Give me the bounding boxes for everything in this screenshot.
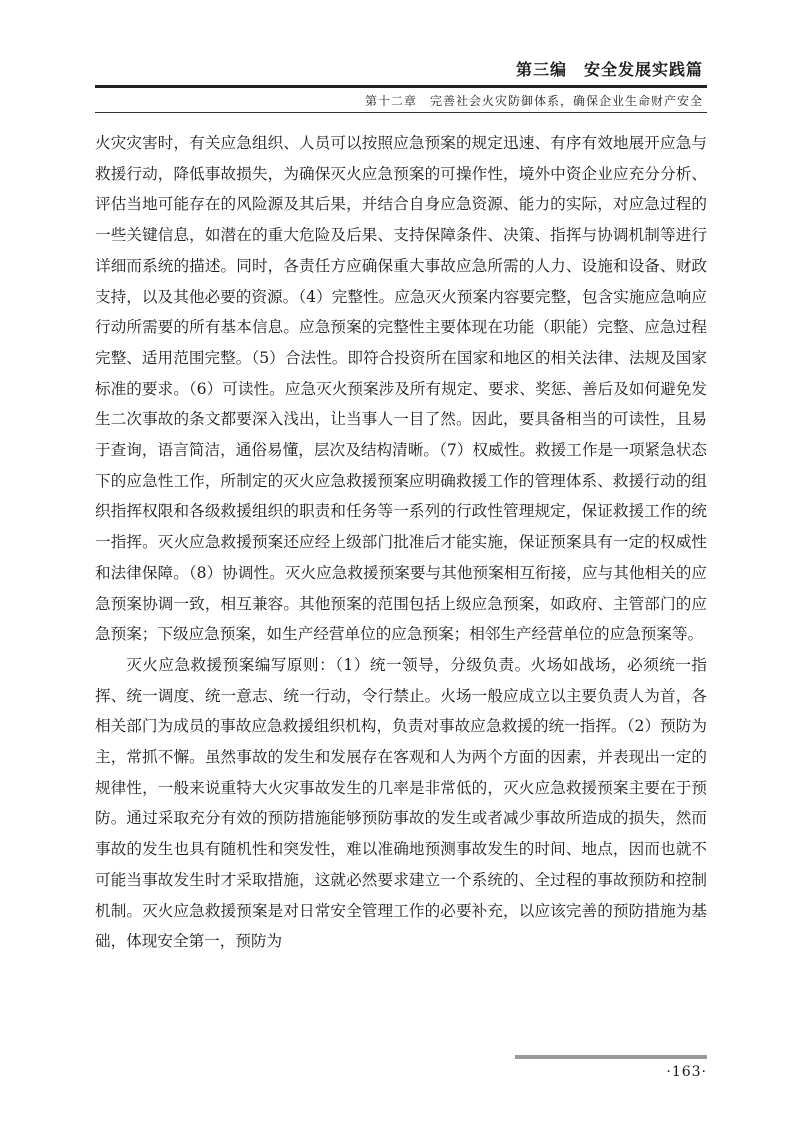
page-body xyxy=(95,128,707,957)
header-rule-thick xyxy=(95,85,707,88)
body-paragraph-1: 火灾灾害时，有关应急组织、人员可以按照应急预案的规定迅速、有序有效地展开应急与救援行动，降低事故损失，为确保灭火应急预案的可操作性，境外中资企业应充分分析、评估当地可能存在的风险源及其后果，并结合自身应急资源、能力的实际，对应急过程的一些关键信息，如潜在的重大危险及后果、支持保障条件、决策、指挥与协调机制等进行详细而系统的描述。同时，各责任方应确保重大事故应急所需的人力、设施和设备、财政支持，以及其他必要的资源。（4）完整性。应急灭火预案内容要完整，包含实施应急响应行动所需要的所有基本信息。应急预案的完整性主要体现在功能（职能）完整、应急过程完整、适用范围完整。（5）合法性。即符合投资所在国家和地区的相关法律、法规及国家标准的要求。（6）可读性。应急灭火预案涉及所有规定、要求、奖惩、善后及如何避免发生二次事故的条文都要深入浅出，让当事人一目了然。因此，要具备相当的可读性，且易于查询，语言简洁，通俗易懂，层次及结构清晰。（7）权威性。救援工作是一项紧急状态下的应急性工作，所制定的灭火应急救援预案应明确救援工作的管理体系、救援行动的组织指挥权限和各级救援组织的职责和任务等一系列的行政性管理规定，保证救援工作的统一指挥。灭火应急救援预案还应经上级部门批准后才能实施，保证预案具有一定的权威性和法律保障。（8）协调性。灭火应急救援预案要与其他预案相互衔接，应与其他相关的应急预案协调一致，相互兼容。其他预案的范围包括上级应急预案，如政府、主管部门的应急预案；下级应急预案，如生产经营单位的应急预案；相邻生产经营单位的应急预案等。 xyxy=(95,134,707,644)
chapter-title: 第十二章 完善社会火灾防御体系，确保企业生命财产安全 xyxy=(364,94,703,108)
header-rule-thin xyxy=(95,112,707,113)
footer-rule xyxy=(515,1055,707,1059)
body-paragraph-2: 灭火应急救援预案编写原则：（1）统一领导，分级负责。火场如战场，必须统一指挥、统一调度、统一意志、统一行动，令行禁止。火场一般应成立以主要负责人为首，各相关部门为成员的事故应急救援组织机构，负责对事故应急救援的统一指挥。（2）预防为主，常抓不懈。虽然事故的发生和发展存在客观和人为两个方面的因素，并表现出一定的规律性，一般来说重特大火灾事故发生的几率是非常低的，灭火应急救援预案主要在于预防。通过采取充分有效的预防措施能够预防事故的发生或者减少事故所造成的损失，然而事故的发生也具有随机性和突发性，难以准确地预测事故发生的时间、地点，因而也就不可能当事故发生时才采取措施，这就必然要求建立一个系统的、全过程的事故预防和控制机制。灭火应急救援预案是对日常安全管理工作的必要补充，以应该完善的预防措施为基础，体现安全第一，预防为 xyxy=(95,655,707,951)
page-number: ·163· xyxy=(666,1064,707,1080)
part-title: 第三编 安全发展实践篇 xyxy=(515,60,703,79)
running-head xyxy=(95,58,707,113)
